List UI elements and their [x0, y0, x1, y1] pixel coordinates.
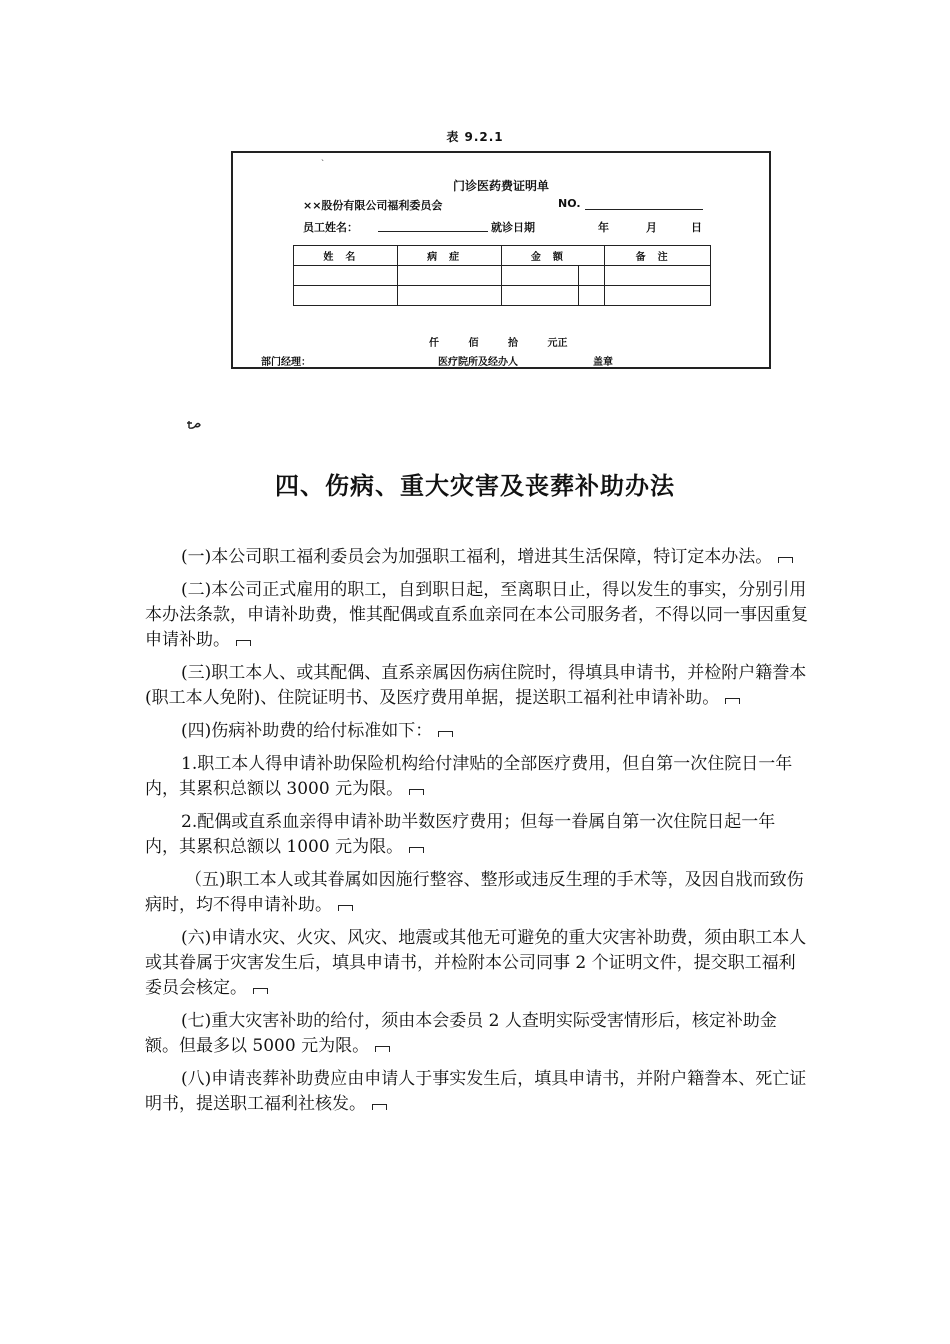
form-amount-units: 仟 佰 拾 元正	[429, 338, 568, 349]
col-name: 姓名	[294, 246, 398, 266]
anchor-mark-icon	[186, 420, 202, 430]
paragraph: （五)职工本人或其眷属如因施行整容、整形或违反生理的手术等，及因自戕而致伤病时，均不得申请补助。	[145, 870, 804, 915]
paragraph-mark-icon	[338, 905, 353, 911]
paragraph: (六)申请水灾、火灾、风灾、地震或其他无可避免的重大灾害补助费，须由职工本人或其眷属于灾害发生后，填具申请书，并检附本公司同事 2 个证明文件，提交职工福利委员会核定。	[145, 928, 807, 998]
form-table	[293, 245, 711, 306]
col-amount: 金额	[501, 246, 605, 266]
paragraph: (七)重大灾害补助的给付，须由本会委员 2 人查明实际受害情形后，核定补助金额。但最多以 5000 元为限。	[145, 1011, 777, 1056]
form-seal: 盖章	[593, 357, 613, 368]
document-body	[145, 545, 809, 1125]
col-remark: 备注	[605, 246, 711, 266]
col-illness: 病症	[397, 246, 501, 266]
form-visit-label: 就诊日期	[491, 221, 535, 234]
receipt-form-image	[231, 151, 771, 369]
paragraph-mark-icon	[409, 847, 424, 853]
paragraph-mark-icon	[236, 640, 251, 646]
form-name-label: 员工姓名：	[303, 221, 358, 234]
table-caption: 表 9.2.1	[446, 130, 504, 144]
section-heading: 四、伤病、重大灾害及丧葬补助办法	[275, 471, 675, 500]
paragraph-mark-icon	[372, 1104, 387, 1110]
paragraph-mark-icon	[438, 731, 453, 737]
paragraph: 1.职工本人得申请补助保险机构给付津贴的全部医疗费用，但自第一次住院日一年内，其累积总额以 3000 元为限。	[145, 754, 793, 799]
paragraph: (八)申请丧葬补助费应由申请人于事实发生后，填具申请书，并附户籍誊本、死亡证明书，提送职工福利社核发。	[145, 1069, 807, 1114]
paragraph: (四)伤病补助费的给付标准如下：	[145, 719, 809, 744]
form-day: 日	[691, 221, 702, 234]
form-year: 年	[598, 221, 609, 234]
paragraph-mark-icon	[778, 557, 793, 563]
paragraph: (三)职工本人、或其配偶、直系亲属因伤病住院时，得填具申请书，并检附户籍誊本(职工本人免附)、住院证明书、及医疗费用单据，提送职工福利社申请补助。	[145, 663, 807, 708]
form-org: ××股份有限公司福利委员会	[303, 199, 443, 212]
paragraph-mark-icon	[253, 988, 268, 994]
form-no-line	[585, 209, 703, 210]
paragraph-mark-icon	[375, 1046, 390, 1052]
table-row	[294, 266, 711, 286]
form-name-line	[378, 231, 488, 232]
paragraph: (一)本公司职工福利委员会为加强职工福利，增进其生活保障，特订定本办法。	[145, 545, 809, 570]
scan-mark: ˋ	[321, 159, 325, 168]
paragraph: 2.配偶或直系血亲得申请补助半数医疗费用；但每一眷属自第一次住院日起一年内，其累积总额以 1000 元为限。	[145, 812, 776, 857]
form-title: 门诊医药费证明单	[452, 179, 549, 193]
table-header-row	[294, 246, 711, 266]
form-hospital: 医疗院所及经办人	[438, 357, 518, 368]
table-row	[294, 286, 711, 306]
form-no-label: NO.	[558, 197, 581, 210]
paragraph-mark-icon	[409, 789, 424, 795]
form-dept-manager: 部门经理：	[261, 357, 311, 368]
form-month: 月	[646, 221, 657, 234]
paragraph: (二)本公司正式雇用的职工，自到职日起，至离职日止，得以发生的事实，分别引用本办法条款，申请补助费，惟其配偶或直系血亲同在本公司服务者，不得以同一事因重复申请补助。	[145, 580, 808, 650]
paragraph-mark-icon	[725, 698, 740, 704]
